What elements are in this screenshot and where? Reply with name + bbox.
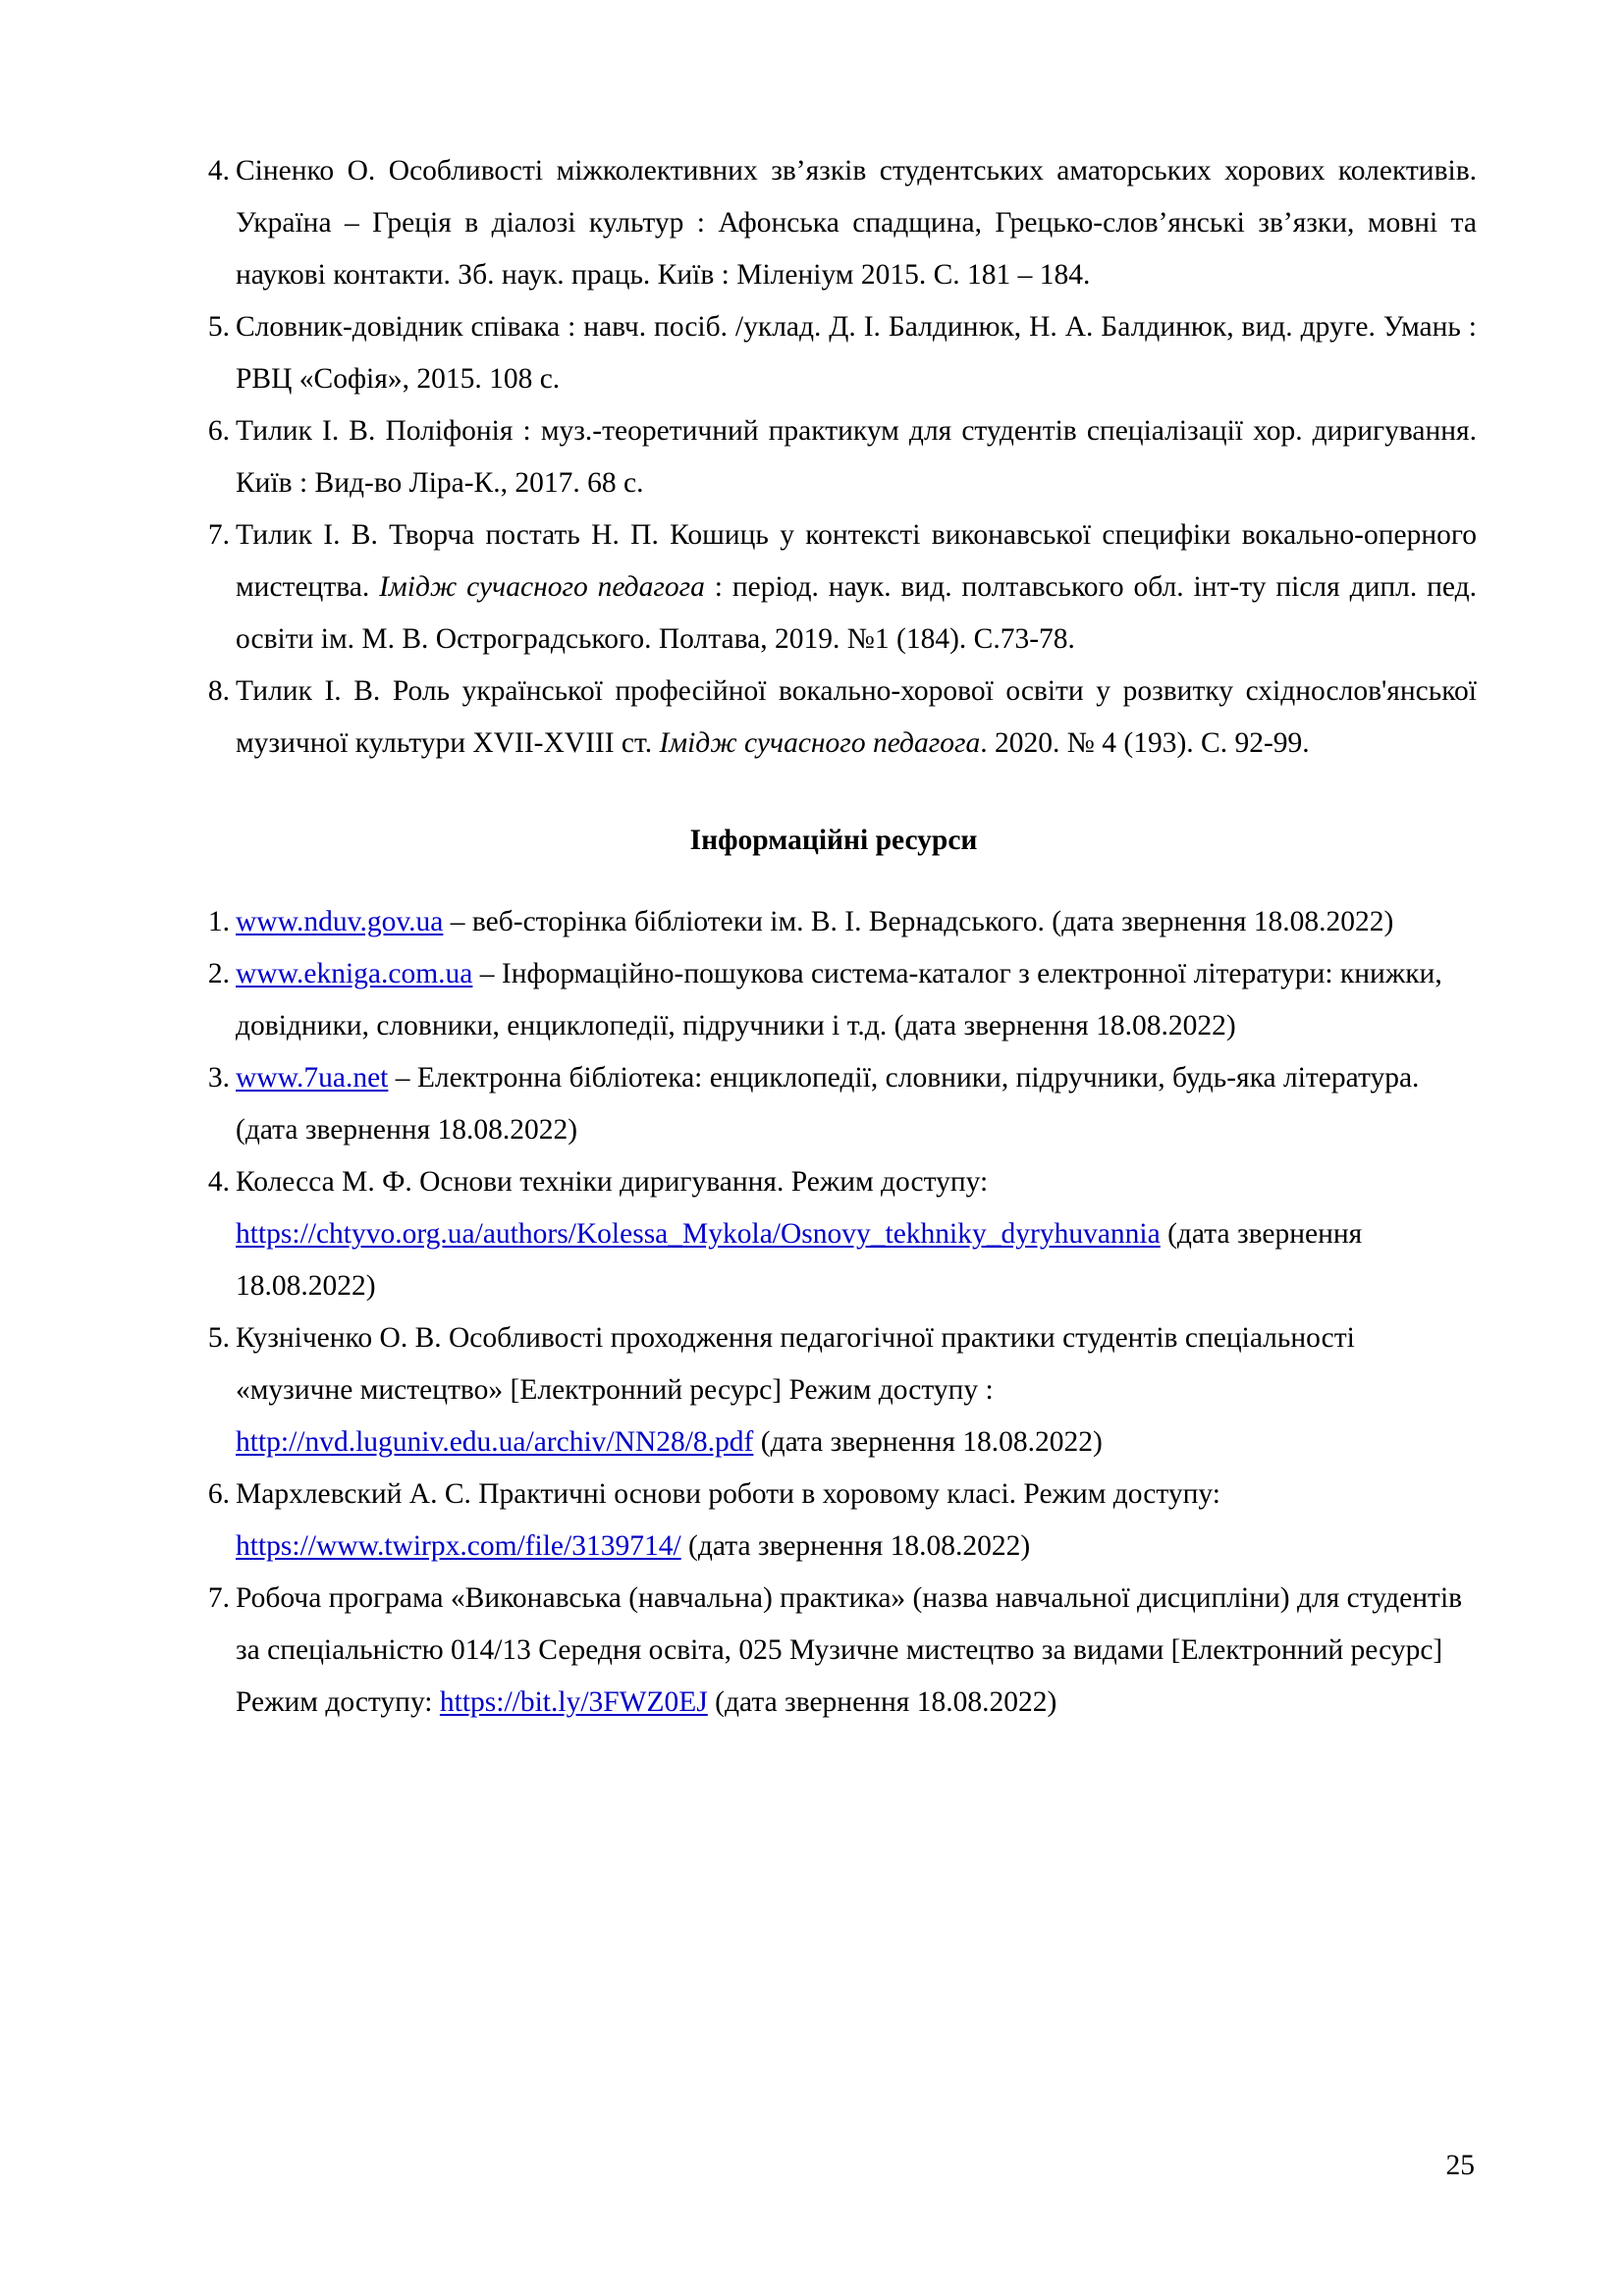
list-item-text [236,1166,1362,1302]
resource-link[interactable]: https://www.twirpx.com/file/3139714/ [236,1530,681,1562]
list-marker: 3. [207,1062,230,1094]
list-marker: 6. [207,415,230,447]
text-run: Тилик І. В. Творча постать Н. П. Кошиць у контексті виконавської специфіки вокально-оперного мистецтва. [236,519,1477,603]
text-run: – веб-сторінка бібліотеки ім. В. І. Вернадського. (дата звернення 18.08.2022) [443,906,1394,937]
resource-item [190,896,1477,948]
resource-link[interactable]: www.nduv.gov.ua [236,906,444,937]
information-resources-list [190,896,1477,1729]
list-item-text [236,1478,1220,1562]
list-marker: 4. [207,1166,230,1198]
list-item-text [236,906,1393,937]
resource-item [190,1312,1477,1468]
list-item-text [236,1582,1462,1718]
text-run: – Інформаційно-пошукова система-каталог з електронної літератури: книжки, довідники, словники, енциклопедії, підручники і т.д. (дата звернення 18.08.2022) [236,958,1442,1041]
resource-link[interactable]: http://nvd.luguniv.edu.ua/archiv/NN28/8.pdf [236,1426,754,1458]
resource-link[interactable]: https://bit.ly/3FWZ0EJ [439,1686,708,1718]
text-run: Тилик І. В. Поліфонія : муз.-теоретичний практикум для студентів спеціалізації хор. диригування. Київ : Вид-во Ліра-К., 2017. 68 с. [236,415,1477,499]
bibliography-item [190,666,1477,770]
resource-item [190,1573,1477,1729]
text-run: (дата звернення 18.08.2022) [753,1426,1103,1458]
bibliography-item [190,301,1477,405]
list-item-text [236,405,1477,509]
bibliography-list [190,145,1477,770]
text-run: : період. наук. вид. полтавського обл. інт-ту після дипл. пед. освіти ім. М. В. Остроградського. Полтава, 2019. №1 (184). С.73-78. [236,571,1477,655]
text-run: Тилик І. В. Роль української професійної вокально-хорової освіти у розвитку східнослов'янської музичної культури XVII-XVIII ст. [236,675,1477,759]
list-marker: 1. [207,906,230,937]
bibliography-item [190,509,1477,666]
list-item-text [236,1322,1355,1458]
text-run: Робоча програма «Виконавська (навчальна) практика» (назва навчальної дисципліни) для студентів за спеціальністю 014/13 Середня освіта, 025 Музичне мистецтво за видами [Електронний ресурс] Режим доступу: [236,1582,1463,1718]
resource-link[interactable]: www.7ua.net [236,1062,389,1094]
text-run: (дата звернення 18.08.2022) [236,1218,1363,1302]
resource-link[interactable]: https://chtyvo.org.ua/authors/Kolessa_Mykola/Osnovy_tekhniky_dyryhuvannia [236,1218,1161,1250]
text-run: Словник-довідник співака : навч. посіб. /уклад. Д. І. Балдинюк, Н. А. Балдинюк, вид. друге. Умань : РВЦ «Софія», 2015. 108 с. [236,311,1477,395]
list-item-text [236,301,1477,405]
page-title: Інформаційні ресурси [689,825,978,856]
italic-title: Імідж сучасного педагога [379,571,705,603]
list-item-text [236,145,1477,301]
list-marker: 5. [207,311,230,343]
list-marker: 7. [207,1582,230,1614]
text-run: Сіненко О. Особливості міжколективних зв’язків студентських аматорських хорових колективів. Україна – Греція в діалозі культур : Афонська спадщина, Грецько-слов’янські зв’язки, мовні та наукові контакти. Зб. наук. праць. Київ : Міленіум 2015. С. 181 – 184. [236,155,1477,291]
bibliography-item [190,405,1477,509]
italic-title: Імідж сучасного педагога [659,727,981,759]
list-marker: 8. [207,675,230,707]
bibliography-item [190,145,1477,301]
list-marker: 5. [207,1322,230,1354]
text-run: Колесса М. Ф. Основи техніки диригування. Режим доступу: [236,1166,989,1198]
text-run: (дата звернення 18.08.2022) [707,1686,1057,1718]
list-item-text [236,1062,1419,1146]
list-item-text [236,666,1477,770]
resource-link[interactable]: www.ekniga.com.ua [236,958,473,989]
resource-item [190,1052,1477,1156]
text-run: (дата звернення 18.08.2022) [680,1530,1031,1562]
list-marker: 7. [207,519,230,551]
resource-item [190,1468,1477,1573]
list-marker: 6. [207,1478,230,1510]
text-run: Кузніченко О. В. Особливості проходження педагогічної практики студентів спеціальності «музичне мистецтво» [Електронний ресурс] Режим доступу : [236,1322,1355,1406]
text-run: – Електронна бібліотека: енциклопедії, словники, підручники, будь-яка література. (дата звернення 18.08.2022) [236,1062,1420,1146]
resource-item [190,1156,1477,1312]
resource-item [190,948,1477,1052]
list-item-text [236,958,1442,1041]
page-number: 25 [1445,2149,1475,2181]
text-run: Мархлевский А. С. Практичні основи роботи в хоровому класі. Режим доступу: [236,1478,1220,1510]
list-item-text [236,509,1477,666]
list-marker: 2. [207,958,230,989]
text-run: . 2020. № 4 (193). С. 92-99. [980,727,1310,759]
list-marker: 4. [207,155,230,187]
